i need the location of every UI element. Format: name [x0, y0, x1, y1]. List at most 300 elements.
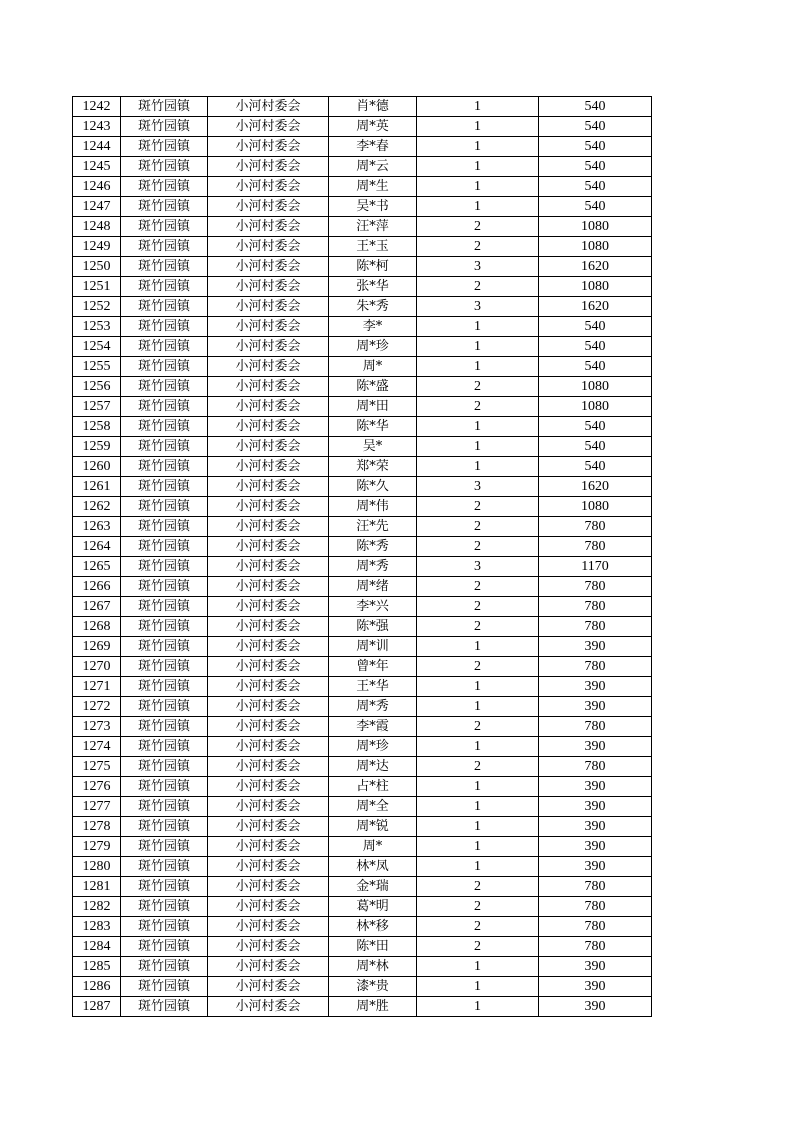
village-committee-cell: 小河村委会 — [208, 697, 329, 717]
table-row — [73, 577, 652, 597]
count-cell: 1 — [417, 157, 539, 177]
table-row — [73, 977, 652, 997]
town-cell: 斑竹园镇 — [121, 577, 208, 597]
amount-cell: 780 — [539, 917, 652, 937]
table-row — [73, 237, 652, 257]
town-cell: 斑竹园镇 — [121, 777, 208, 797]
amount-cell: 780 — [539, 577, 652, 597]
count-cell: 1 — [417, 957, 539, 977]
town-cell: 斑竹园镇 — [121, 637, 208, 657]
amount-cell: 780 — [539, 757, 652, 777]
row-number-cell: 1244 — [73, 137, 121, 157]
count-cell: 1 — [417, 337, 539, 357]
row-number-cell: 1255 — [73, 357, 121, 377]
count-cell: 2 — [417, 237, 539, 257]
row-number-cell: 1260 — [73, 457, 121, 477]
table-row — [73, 637, 652, 657]
count-cell: 1 — [417, 677, 539, 697]
village-committee-cell: 小河村委会 — [208, 977, 329, 997]
village-committee-cell: 小河村委会 — [208, 857, 329, 877]
table-row — [73, 177, 652, 197]
person-name-cell: 陈*盛 — [329, 377, 417, 397]
amount-cell: 780 — [539, 897, 652, 917]
person-name-cell: 占*柱 — [329, 777, 417, 797]
count-cell: 1 — [417, 317, 539, 337]
village-committee-cell: 小河村委会 — [208, 957, 329, 977]
person-name-cell: 曾*年 — [329, 657, 417, 677]
table-row — [73, 617, 652, 637]
village-committee-cell: 小河村委会 — [208, 437, 329, 457]
amount-cell: 540 — [539, 417, 652, 437]
person-name-cell: 李*霞 — [329, 717, 417, 737]
person-name-cell: 周*绪 — [329, 577, 417, 597]
town-cell: 斑竹园镇 — [121, 817, 208, 837]
person-name-cell: 吴* — [329, 437, 417, 457]
town-cell: 斑竹园镇 — [121, 837, 208, 857]
row-number-cell: 1247 — [73, 197, 121, 217]
town-cell: 斑竹园镇 — [121, 977, 208, 997]
person-name-cell: 肖*德 — [329, 97, 417, 117]
table-row — [73, 477, 652, 497]
village-committee-cell: 小河村委会 — [208, 917, 329, 937]
amount-cell: 1080 — [539, 377, 652, 397]
village-committee-cell: 小河村委会 — [208, 877, 329, 897]
count-cell: 2 — [417, 497, 539, 517]
village-committee-cell: 小河村委会 — [208, 117, 329, 137]
count-cell: 3 — [417, 557, 539, 577]
village-committee-cell: 小河村委会 — [208, 217, 329, 237]
amount-cell: 1080 — [539, 397, 652, 417]
town-cell: 斑竹园镇 — [121, 217, 208, 237]
table-row — [73, 357, 652, 377]
person-name-cell: 陈*久 — [329, 477, 417, 497]
village-committee-cell: 小河村委会 — [208, 537, 329, 557]
village-committee-cell: 小河村委会 — [208, 157, 329, 177]
amount-cell: 780 — [539, 537, 652, 557]
person-name-cell: 陈*秀 — [329, 537, 417, 557]
person-name-cell: 李*春 — [329, 137, 417, 157]
table-row — [73, 97, 652, 117]
count-cell: 1 — [417, 197, 539, 217]
amount-cell: 390 — [539, 677, 652, 697]
person-name-cell: 周*达 — [329, 757, 417, 777]
town-cell: 斑竹园镇 — [121, 697, 208, 717]
person-name-cell: 陈*柯 — [329, 257, 417, 277]
row-number-cell: 1284 — [73, 937, 121, 957]
amount-cell: 390 — [539, 697, 652, 717]
count-cell: 2 — [417, 597, 539, 617]
count-cell: 1 — [417, 177, 539, 197]
village-committee-cell: 小河村委会 — [208, 197, 329, 217]
table-row — [73, 937, 652, 957]
person-name-cell: 周*生 — [329, 177, 417, 197]
amount-cell: 540 — [539, 457, 652, 477]
person-name-cell: 周*林 — [329, 957, 417, 977]
town-cell: 斑竹园镇 — [121, 457, 208, 477]
row-number-cell: 1272 — [73, 697, 121, 717]
village-committee-cell: 小河村委会 — [208, 777, 329, 797]
count-cell: 2 — [417, 757, 539, 777]
count-cell: 2 — [417, 537, 539, 557]
count-cell: 1 — [417, 417, 539, 437]
table-row — [73, 897, 652, 917]
person-name-cell: 葛*明 — [329, 897, 417, 917]
village-committee-cell: 小河村委会 — [208, 577, 329, 597]
amount-cell: 390 — [539, 817, 652, 837]
table-row — [73, 557, 652, 577]
town-cell: 斑竹园镇 — [121, 357, 208, 377]
count-cell: 2 — [417, 937, 539, 957]
amount-cell: 1080 — [539, 237, 652, 257]
table-row — [73, 697, 652, 717]
village-committee-cell: 小河村委会 — [208, 597, 329, 617]
amount-cell: 540 — [539, 337, 652, 357]
row-number-cell: 1257 — [73, 397, 121, 417]
person-name-cell: 周*训 — [329, 637, 417, 657]
count-cell: 1 — [417, 437, 539, 457]
count-cell: 2 — [417, 577, 539, 597]
count-cell: 2 — [417, 277, 539, 297]
table-row — [73, 277, 652, 297]
amount-cell: 540 — [539, 357, 652, 377]
row-number-cell: 1243 — [73, 117, 121, 137]
person-name-cell: 周*云 — [329, 157, 417, 177]
village-committee-cell: 小河村委会 — [208, 337, 329, 357]
village-committee-cell: 小河村委会 — [208, 417, 329, 437]
amount-cell: 390 — [539, 637, 652, 657]
count-cell: 2 — [417, 397, 539, 417]
town-cell: 斑竹园镇 — [121, 737, 208, 757]
row-number-cell: 1263 — [73, 517, 121, 537]
amount-cell: 1620 — [539, 297, 652, 317]
town-cell: 斑竹园镇 — [121, 157, 208, 177]
amount-cell: 780 — [539, 617, 652, 637]
person-name-cell: 李* — [329, 317, 417, 337]
amount-cell: 390 — [539, 797, 652, 817]
amount-cell: 1080 — [539, 277, 652, 297]
town-cell: 斑竹园镇 — [121, 197, 208, 217]
amount-cell: 780 — [539, 517, 652, 537]
table-row — [73, 417, 652, 437]
table-row — [73, 117, 652, 137]
village-committee-cell: 小河村委会 — [208, 257, 329, 277]
count-cell: 2 — [417, 897, 539, 917]
row-number-cell: 1266 — [73, 577, 121, 597]
table-row — [73, 197, 652, 217]
village-committee-cell: 小河村委会 — [208, 897, 329, 917]
count-cell: 1 — [417, 837, 539, 857]
town-cell: 斑竹园镇 — [121, 597, 208, 617]
village-committee-cell: 小河村委会 — [208, 377, 329, 397]
village-committee-cell: 小河村委会 — [208, 937, 329, 957]
amount-cell: 540 — [539, 97, 652, 117]
count-cell: 1 — [417, 697, 539, 717]
village-committee-cell: 小河村委会 — [208, 797, 329, 817]
village-committee-cell: 小河村委会 — [208, 97, 329, 117]
row-number-cell: 1283 — [73, 917, 121, 937]
person-name-cell: 林*凤 — [329, 857, 417, 877]
town-cell: 斑竹园镇 — [121, 397, 208, 417]
row-number-cell: 1274 — [73, 737, 121, 757]
amount-cell: 390 — [539, 777, 652, 797]
table-row — [73, 857, 652, 877]
row-number-cell: 1285 — [73, 957, 121, 977]
table-row — [73, 797, 652, 817]
row-number-cell: 1248 — [73, 217, 121, 237]
row-number-cell: 1279 — [73, 837, 121, 857]
town-cell: 斑竹园镇 — [121, 417, 208, 437]
count-cell: 3 — [417, 257, 539, 277]
person-name-cell: 汪*萍 — [329, 217, 417, 237]
person-name-cell: 郑*荣 — [329, 457, 417, 477]
row-number-cell: 1245 — [73, 157, 121, 177]
village-committee-cell: 小河村委会 — [208, 557, 329, 577]
amount-cell: 780 — [539, 657, 652, 677]
person-name-cell: 陈*华 — [329, 417, 417, 437]
village-committee-cell: 小河村委会 — [208, 457, 329, 477]
village-committee-cell: 小河村委会 — [208, 737, 329, 757]
person-name-cell: 漆*贵 — [329, 977, 417, 997]
row-number-cell: 1249 — [73, 237, 121, 257]
count-cell: 3 — [417, 297, 539, 317]
amount-cell: 540 — [539, 117, 652, 137]
town-cell: 斑竹园镇 — [121, 797, 208, 817]
table-row — [73, 917, 652, 937]
village-committee-cell: 小河村委会 — [208, 397, 329, 417]
town-cell: 斑竹园镇 — [121, 377, 208, 397]
person-name-cell: 朱*秀 — [329, 297, 417, 317]
town-cell: 斑竹园镇 — [121, 917, 208, 937]
count-cell: 2 — [417, 217, 539, 237]
table-row — [73, 397, 652, 417]
table-row — [73, 517, 652, 537]
table-row — [73, 957, 652, 977]
town-cell: 斑竹园镇 — [121, 997, 208, 1017]
table-row — [73, 597, 652, 617]
amount-cell: 390 — [539, 737, 652, 757]
table-row — [73, 737, 652, 757]
count-cell: 2 — [417, 917, 539, 937]
row-number-cell: 1278 — [73, 817, 121, 837]
village-committee-cell: 小河村委会 — [208, 317, 329, 337]
amount-cell: 780 — [539, 717, 652, 737]
town-cell: 斑竹园镇 — [121, 437, 208, 457]
row-number-cell: 1254 — [73, 337, 121, 357]
person-name-cell: 陈*强 — [329, 617, 417, 637]
row-number-cell: 1242 — [73, 97, 121, 117]
count-cell: 2 — [417, 617, 539, 637]
table-row — [73, 717, 652, 737]
table-row — [73, 257, 652, 277]
amount-cell: 1170 — [539, 557, 652, 577]
row-number-cell: 1246 — [73, 177, 121, 197]
village-committee-cell: 小河村委会 — [208, 277, 329, 297]
row-number-cell: 1268 — [73, 617, 121, 637]
table-row — [73, 677, 652, 697]
row-number-cell: 1250 — [73, 257, 121, 277]
town-cell: 斑竹园镇 — [121, 297, 208, 317]
count-cell: 1 — [417, 817, 539, 837]
person-name-cell: 吴*书 — [329, 197, 417, 217]
count-cell: 3 — [417, 477, 539, 497]
amount-cell: 540 — [539, 317, 652, 337]
village-committee-cell: 小河村委会 — [208, 477, 329, 497]
person-name-cell: 周* — [329, 357, 417, 377]
village-committee-cell: 小河村委会 — [208, 497, 329, 517]
person-name-cell: 周*秀 — [329, 557, 417, 577]
count-cell: 1 — [417, 457, 539, 477]
town-cell: 斑竹园镇 — [121, 277, 208, 297]
table-row — [73, 817, 652, 837]
count-cell: 1 — [417, 857, 539, 877]
person-name-cell: 李*兴 — [329, 597, 417, 617]
row-number-cell: 1269 — [73, 637, 121, 657]
town-cell: 斑竹园镇 — [121, 857, 208, 877]
count-cell: 1 — [417, 777, 539, 797]
person-name-cell: 王*玉 — [329, 237, 417, 257]
table-row — [73, 777, 652, 797]
person-name-cell: 林*移 — [329, 917, 417, 937]
person-name-cell: 张*华 — [329, 277, 417, 297]
row-number-cell: 1286 — [73, 977, 121, 997]
count-cell: 1 — [417, 137, 539, 157]
row-number-cell: 1275 — [73, 757, 121, 777]
table-row — [73, 437, 652, 457]
count-cell: 1 — [417, 637, 539, 657]
row-number-cell: 1259 — [73, 437, 121, 457]
village-committee-cell: 小河村委会 — [208, 177, 329, 197]
town-cell: 斑竹园镇 — [121, 517, 208, 537]
person-name-cell: 周*秀 — [329, 697, 417, 717]
person-name-cell: 陈*田 — [329, 937, 417, 957]
count-cell: 2 — [417, 517, 539, 537]
count-cell: 2 — [417, 877, 539, 897]
count-cell: 2 — [417, 377, 539, 397]
row-number-cell: 1258 — [73, 417, 121, 437]
count-cell: 1 — [417, 97, 539, 117]
row-number-cell: 1282 — [73, 897, 121, 917]
amount-cell: 780 — [539, 937, 652, 957]
person-name-cell: 周* — [329, 837, 417, 857]
town-cell: 斑竹园镇 — [121, 237, 208, 257]
count-cell: 1 — [417, 737, 539, 757]
town-cell: 斑竹园镇 — [121, 177, 208, 197]
amount-cell: 1080 — [539, 217, 652, 237]
village-committee-cell: 小河村委会 — [208, 237, 329, 257]
amount-cell: 540 — [539, 437, 652, 457]
town-cell: 斑竹园镇 — [121, 937, 208, 957]
count-cell: 1 — [417, 357, 539, 377]
row-number-cell: 1267 — [73, 597, 121, 617]
town-cell: 斑竹园镇 — [121, 497, 208, 517]
town-cell: 斑竹园镇 — [121, 717, 208, 737]
amount-cell: 390 — [539, 977, 652, 997]
table-row — [73, 877, 652, 897]
row-number-cell: 1261 — [73, 477, 121, 497]
row-number-cell: 1271 — [73, 677, 121, 697]
town-cell: 斑竹园镇 — [121, 477, 208, 497]
town-cell: 斑竹园镇 — [121, 257, 208, 277]
town-cell: 斑竹园镇 — [121, 137, 208, 157]
amount-cell: 540 — [539, 177, 652, 197]
village-committee-cell: 小河村委会 — [208, 137, 329, 157]
person-name-cell: 金*瑞 — [329, 877, 417, 897]
row-number-cell: 1262 — [73, 497, 121, 517]
table-row — [73, 297, 652, 317]
village-committee-cell: 小河村委会 — [208, 657, 329, 677]
person-name-cell: 周*田 — [329, 397, 417, 417]
amount-cell: 540 — [539, 137, 652, 157]
town-cell: 斑竹园镇 — [121, 337, 208, 357]
table-row — [73, 377, 652, 397]
town-cell: 斑竹园镇 — [121, 537, 208, 557]
person-name-cell: 周*珍 — [329, 337, 417, 357]
amount-cell: 540 — [539, 197, 652, 217]
amount-cell: 390 — [539, 857, 652, 877]
village-committee-cell: 小河村委会 — [208, 637, 329, 657]
person-name-cell: 周*锐 — [329, 817, 417, 837]
person-name-cell: 王*华 — [329, 677, 417, 697]
person-name-cell: 周*伟 — [329, 497, 417, 517]
count-cell: 2 — [417, 717, 539, 737]
town-cell: 斑竹园镇 — [121, 97, 208, 117]
town-cell: 斑竹园镇 — [121, 677, 208, 697]
table-row — [73, 837, 652, 857]
village-committee-cell: 小河村委会 — [208, 357, 329, 377]
town-cell: 斑竹园镇 — [121, 757, 208, 777]
amount-cell: 390 — [539, 957, 652, 977]
person-name-cell: 周*英 — [329, 117, 417, 137]
row-number-cell: 1287 — [73, 997, 121, 1017]
village-committee-cell: 小河村委会 — [208, 757, 329, 777]
town-cell: 斑竹园镇 — [121, 317, 208, 337]
town-cell: 斑竹园镇 — [121, 657, 208, 677]
row-number-cell: 1277 — [73, 797, 121, 817]
village-committee-cell: 小河村委会 — [208, 297, 329, 317]
row-number-cell: 1281 — [73, 877, 121, 897]
table-row — [73, 537, 652, 557]
table-row — [73, 157, 652, 177]
row-number-cell: 1251 — [73, 277, 121, 297]
person-name-cell: 周*胜 — [329, 997, 417, 1017]
village-committee-cell: 小河村委会 — [208, 617, 329, 637]
table-body — [73, 97, 652, 1017]
town-cell: 斑竹园镇 — [121, 897, 208, 917]
row-number-cell: 1256 — [73, 377, 121, 397]
town-cell: 斑竹园镇 — [121, 557, 208, 577]
table-row — [73, 497, 652, 517]
person-name-cell: 周*全 — [329, 797, 417, 817]
count-cell: 1 — [417, 117, 539, 137]
row-number-cell: 1280 — [73, 857, 121, 877]
table-row — [73, 337, 652, 357]
table-row — [73, 457, 652, 477]
row-number-cell: 1273 — [73, 717, 121, 737]
row-number-cell: 1265 — [73, 557, 121, 577]
amount-cell: 1620 — [539, 257, 652, 277]
row-number-cell: 1264 — [73, 537, 121, 557]
row-number-cell: 1276 — [73, 777, 121, 797]
person-name-cell: 周*珍 — [329, 737, 417, 757]
village-committee-cell: 小河村委会 — [208, 717, 329, 737]
count-cell: 1 — [417, 977, 539, 997]
data-table — [72, 96, 652, 1017]
amount-cell: 390 — [539, 837, 652, 857]
village-committee-cell: 小河村委会 — [208, 677, 329, 697]
count-cell: 1 — [417, 997, 539, 1017]
amount-cell: 780 — [539, 597, 652, 617]
table-row — [73, 657, 652, 677]
